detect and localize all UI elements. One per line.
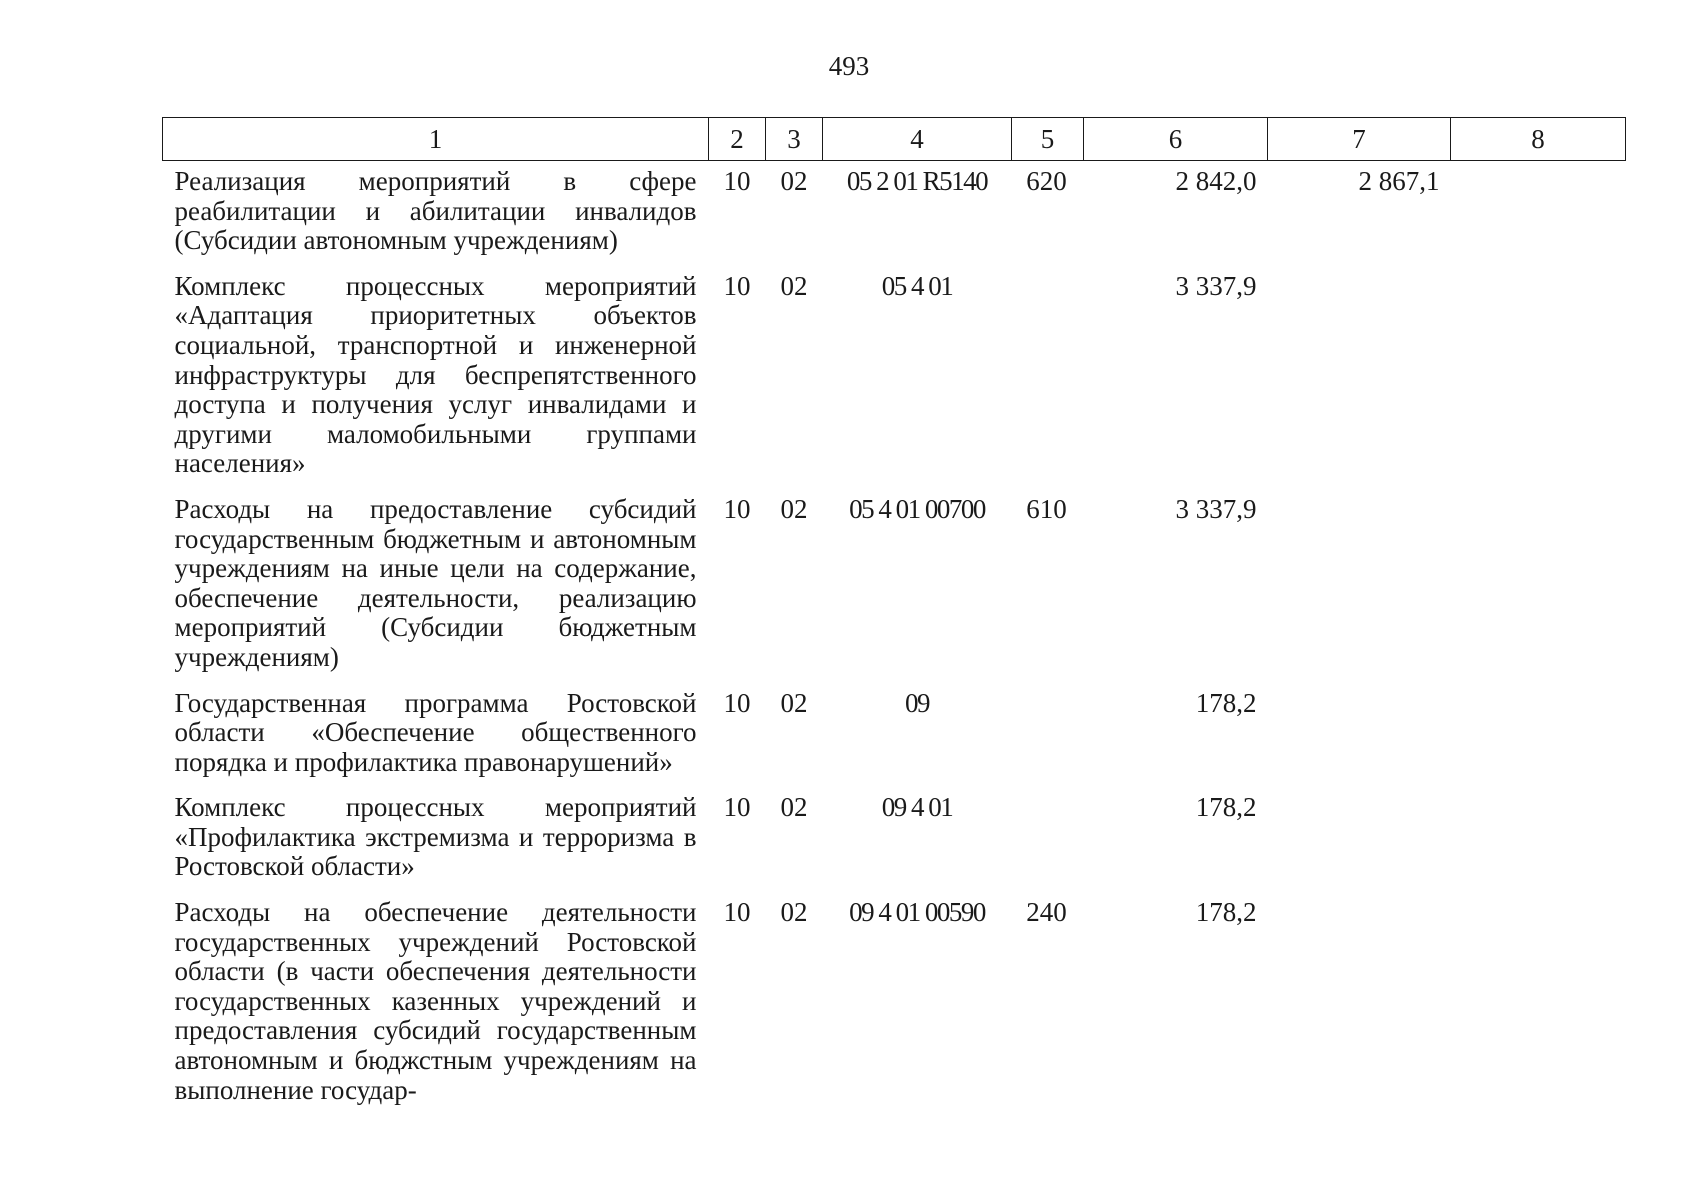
row-amount-col7: [1268, 487, 1451, 681]
row-subsection-code: 02: [780, 493, 808, 524]
row-section-code: 10: [723, 792, 751, 823]
row-subsection-code: 02: [780, 897, 808, 928]
row-target-article: 05 2 01 R5140: [846, 166, 988, 196]
row-description: Комплекс процессных мероприятий «Профилактика экстремизма и терроризма в Ростовской области»: [174, 792, 697, 882]
row-description: Расходы на обеспечение деятельности государственных учреждений Ростовской области (в части обеспечения деятельности государственных казенных учреждений и предоставления субсидий государственным автономным и бюджстным учреждениям на выполнение государ-: [174, 897, 697, 1105]
row-expense-type: [1012, 785, 1084, 890]
row-section-code: 10: [723, 166, 751, 196]
row-amount-col8: [1451, 161, 1626, 264]
row-description: Комплекс процессных мероприятий «Адаптация приоритетных объектов социальной, транспортной и инженерной инфраструктуры для беспрепятственного доступа и получения услуг инвалидами и другими маломобильными группами населения»: [174, 270, 697, 479]
row-target-article: 09: [905, 687, 929, 718]
table-row: [163, 681, 1626, 786]
row-amount-col6: 178,2: [1195, 897, 1257, 928]
row-amount-col6: 3 337,9: [1175, 493, 1257, 524]
header-col-5: 5: [1012, 118, 1084, 161]
table-row: [163, 785, 1626, 890]
row-amount-col8: [1451, 785, 1626, 890]
table-header: [163, 118, 1626, 161]
header-col-6: 6: [1084, 118, 1268, 161]
table-row: [163, 161, 1626, 264]
row-amount-col6: 178,2: [1195, 792, 1257, 823]
row-description: Реализация мероприятий в сфере реабилитации и абилитации инвалидов (Субсидии автономным учреждениям): [174, 166, 697, 256]
row-target-article: 05 4 01 00700: [849, 493, 985, 524]
row-expense-type: 240: [1026, 897, 1067, 928]
row-section-code: 10: [723, 493, 751, 524]
row-subsection-code: 02: [780, 270, 808, 301]
row-amount-col8: [1451, 681, 1626, 786]
header-col-3: 3: [766, 118, 823, 161]
header-col-4: 4: [823, 118, 1012, 161]
table-body: [163, 161, 1626, 1114]
row-target-article: 09 4 01: [881, 792, 953, 823]
row-amount-col7: [1268, 785, 1451, 890]
budget-table: [162, 117, 1626, 1113]
row-description: Государственная программа Ростовской области «Обеспечение общественного порядка и профилактика правонарушений»: [174, 687, 697, 777]
row-target-article: 09 4 01 00590: [849, 897, 985, 928]
row-amount-col6: 178,2: [1195, 687, 1257, 718]
row-amount-col7: 2 867,1: [1358, 166, 1440, 196]
row-section-code: 10: [723, 897, 751, 928]
header-col-8: 8: [1451, 118, 1626, 161]
row-subsection-code: 02: [780, 687, 808, 718]
table-row: [163, 890, 1626, 1113]
row-expense-type: 620: [1026, 166, 1067, 196]
row-section-code: 10: [723, 687, 751, 718]
header-col-2: 2: [709, 118, 766, 161]
row-subsection-code: 02: [780, 792, 808, 823]
row-amount-col6: 3 337,9: [1175, 270, 1257, 301]
row-expense-type: 610: [1026, 493, 1067, 524]
page-number: 493: [828, 51, 870, 81]
row-amount-col7: [1268, 890, 1451, 1113]
row-section-code: 10: [723, 270, 751, 301]
row-subsection-code: 02: [780, 166, 808, 196]
header-col-1: 1: [163, 118, 709, 161]
row-target-article: 05 4 01: [881, 270, 953, 301]
row-amount-col7: [1268, 264, 1451, 487]
row-expense-type: [1012, 264, 1084, 487]
header-row: [163, 118, 1626, 161]
row-amount-col8: [1451, 264, 1626, 487]
table-row: [163, 487, 1626, 681]
table-row: [163, 264, 1626, 487]
row-description: Расходы на предоставление субсидий государственным бюджетным и автономным учреждениям на иные цели на содержание, обеспечение деятельности, реализацию мероприятий (Субсидии бюджетным учреждениям): [174, 493, 697, 672]
row-amount-col8: [1451, 890, 1626, 1113]
header-col-7: 7: [1268, 118, 1451, 161]
row-amount-col8: [1451, 487, 1626, 681]
row-amount-col6: 2 842,0: [1175, 166, 1257, 196]
row-expense-type: [1012, 681, 1084, 786]
row-amount-col7: [1268, 681, 1451, 786]
